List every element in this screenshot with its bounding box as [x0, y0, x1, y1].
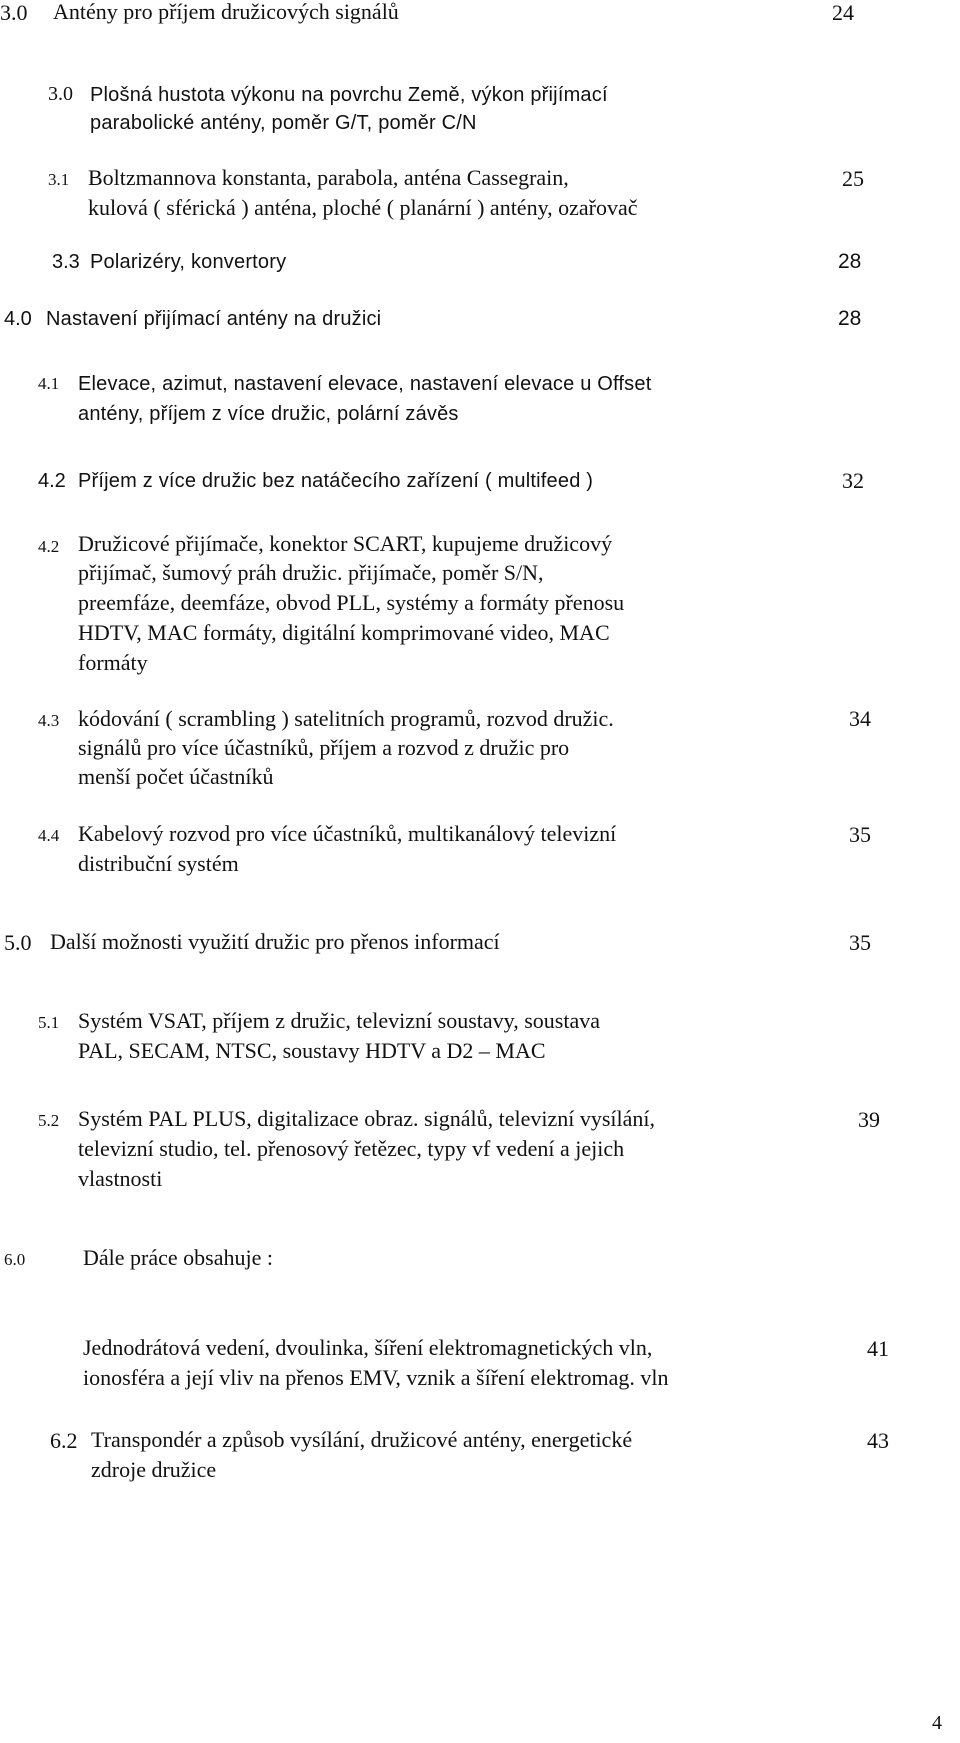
- section-title-line: televizní studio, tel. přenosový řetězec, typy vf vedení a jejich: [78, 1136, 625, 1161]
- section-title-line: Jednodrátová vedení, dvoulinka, šíření elektromagnetických vln,: [83, 1335, 653, 1360]
- section-title-line: preemfáze, deemfáze, obvod PLL, systémy a formáty přenosu: [78, 590, 625, 615]
- section-title: Antény pro příjem družicových signálů: [53, 0, 399, 24]
- section-title-line: Družicové přijímače, konektor SCART, kupujeme družicový: [78, 531, 613, 556]
- page-ref: 35: [849, 822, 871, 847]
- section-title: Příjem z více družic bez natáčecího zařízení ( multifeed ): [78, 470, 594, 492]
- section-title-line: přijímač, šumový práh družic. přijímače, poměr S/N,: [78, 560, 544, 585]
- page-ref: 43: [867, 1428, 889, 1453]
- section-number: 5.1: [38, 1013, 60, 1032]
- section-title-line: HDTV, MAC formáty, digitální komprimované video, MAC: [78, 620, 610, 645]
- section-number: 4.4: [38, 826, 60, 845]
- page-ref: 25: [842, 166, 864, 191]
- section-title-line: Systém PAL PLUS, digitalizace obraz. signálů, televizní vysílání,: [78, 1106, 656, 1131]
- section-title: Další možnosti využití družic pro přenos informací: [50, 929, 500, 954]
- page-ref: 34: [849, 706, 871, 731]
- section-title-line: formáty: [78, 650, 148, 675]
- section-number: 4.2: [38, 537, 60, 556]
- section-number: 3.3: [52, 251, 80, 273]
- section-number: 4.1: [38, 374, 60, 393]
- section-number: 4.3: [38, 711, 60, 730]
- section-title-line: parabolické antény, poměr G/T, poměr C/N: [90, 112, 477, 134]
- section-number: 5.0: [4, 930, 32, 955]
- section-number: 5.2: [38, 1111, 60, 1130]
- section-title-line: kódování ( scrambling ) satelitních programů, rozvod družic.: [78, 706, 614, 731]
- section-title-line: zdroje družice: [91, 1457, 217, 1482]
- section-number: 3.0: [0, 0, 28, 25]
- section-title-line: signálů pro více účastníků, příjem a rozvod z družic pro: [78, 735, 570, 760]
- section-number: 3.0: [48, 83, 73, 105]
- section-title-line: Plošná hustota výkonu na povrchu Země, výkon přijímací: [90, 84, 608, 106]
- page-ref: 28: [838, 250, 862, 273]
- page-ref: 39: [858, 1107, 880, 1132]
- section-title-line: ionosféra a její vliv na přenos EMV, vznik a šíření elektromag. vln: [83, 1365, 669, 1390]
- page-ref: 32: [842, 468, 864, 493]
- page-number: 4: [932, 1712, 942, 1734]
- section-title: Polarizéry, konvertory: [90, 251, 287, 273]
- page-ref: 28: [838, 307, 862, 330]
- section-title: Nastavení přijímací antény na družici: [46, 308, 382, 330]
- section-number: 6.2: [50, 1428, 78, 1453]
- section-number: 4.0: [4, 308, 32, 330]
- page-ref: 35: [849, 930, 871, 955]
- section-title-line: menší počet účastníků: [78, 764, 274, 789]
- page-ref: 41: [867, 1336, 889, 1361]
- section-title-line: Transpondér a způsob vysílání, družicové antény, energetické: [91, 1427, 633, 1452]
- section-title-line: Elevace, azimut, nastavení elevace, nastavení elevace u Offset: [78, 373, 652, 395]
- section-title-line: distribuční systém: [78, 851, 239, 876]
- section-title: Dále práce obsahuje :: [83, 1245, 273, 1270]
- section-title-line: Boltzmannova konstanta, parabola, anténa Cassegrain,: [88, 165, 569, 190]
- section-number: 3.1: [48, 170, 70, 189]
- section-title-line: vlastnosti: [78, 1166, 163, 1191]
- page-ref: 24: [832, 0, 854, 25]
- section-title-line: Kabelový rozvod pro více účastníků, multikanálový televizní: [78, 821, 617, 846]
- section-title-line: kulová ( sférická ) anténa, ploché ( planární ) antény, ozařovač: [88, 195, 638, 220]
- section-title-line: antény, příjem z více družic, polární závěs: [78, 403, 459, 425]
- section-title-line: PAL, SECAM, NTSC, soustavy HDTV a D2 – MAC: [78, 1038, 546, 1063]
- section-number: 6.0: [4, 1250, 26, 1269]
- section-title-line: Systém VSAT, příjem z družic, televizní soustavy, soustava: [78, 1008, 601, 1033]
- section-number: 4.2: [38, 470, 66, 492]
